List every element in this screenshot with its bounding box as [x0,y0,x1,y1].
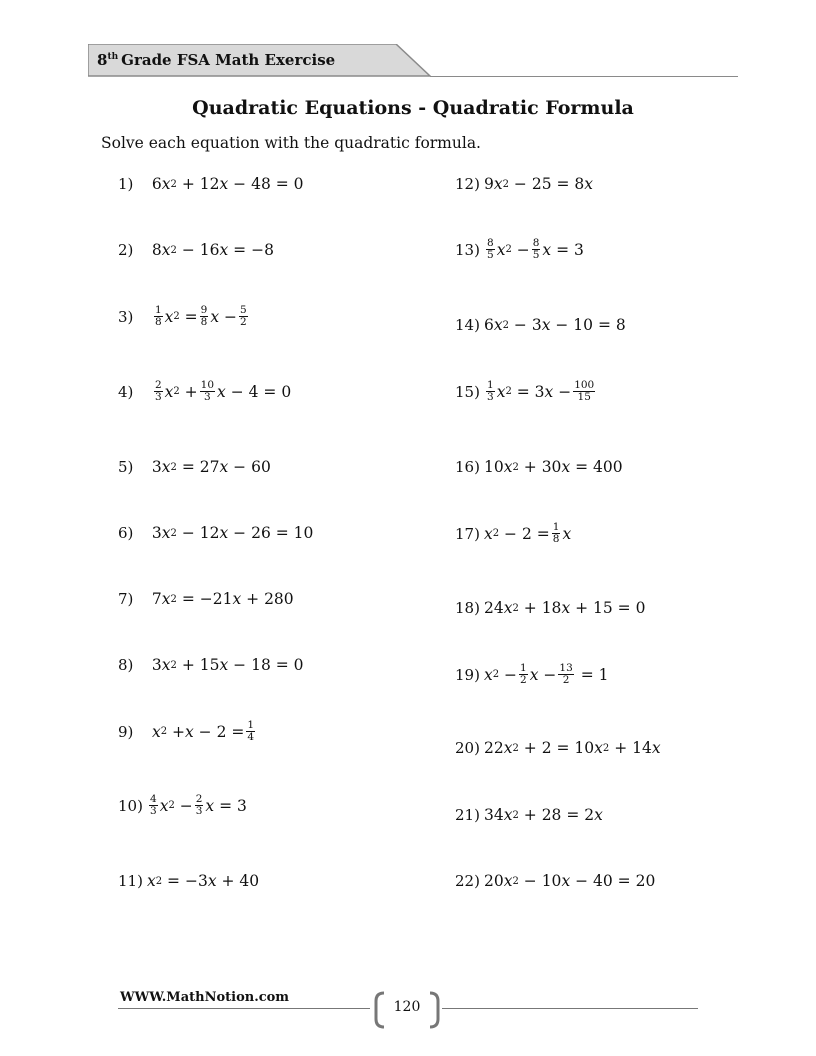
problem-8 [118,656,304,674]
problem-number: 19) [455,665,480,684]
problem-number: 10) [118,796,143,815]
grade-suffix: th [107,52,119,62]
problem-7 [118,590,294,608]
problem-number: 2) [118,241,134,259]
equation: x 2 = −3 x + 40 [147,872,260,890]
problem-12 [455,175,593,193]
problem-3 [118,305,250,328]
equation: 3 x 2 + 15 x − 18 = 0 [147,656,304,674]
equation: 22 x 2 + 2 = 10 x 2 + 14 x [484,739,661,757]
equation: 24 x 2 + 18 x + 15 = 0 [484,599,646,617]
problem-number: 8) [118,656,134,674]
equation: 6 x 2 − 3 x − 10 = 8 [484,316,626,334]
problem-number: 15) [455,382,480,401]
problem-19 [455,663,608,686]
problem-1 [118,175,304,193]
problem-number: 18) [455,599,480,617]
problem-13 [455,238,584,261]
problem-22 [455,872,655,890]
problem-6 [118,524,313,542]
problem-number: 6) [118,524,134,542]
page-number: 120 [393,999,421,1015]
problem-18 [455,599,645,617]
problem-number: 17) [455,524,480,543]
problem-15 [455,380,597,403]
footer-rule-right [442,1008,698,1009]
equation: 9 x 2 − 25 = 8 x [484,175,594,193]
problem-number: 12) [455,175,480,193]
problem-number: 22) [455,872,480,890]
problem-number: 4) [118,382,134,401]
page-title: Quadratic Equations - Quadratic Formula [192,97,634,119]
instructions: Solve each equation with the quadratic formula. [101,134,481,152]
equation: 3 x 2 = 27 x − 60 [147,458,271,476]
equation: $\frac{8}{5}$ x 2 − $\frac{8}{5}$ x = 3 [487,237,584,261]
equation: 3 x 2 − 12 x − 26 = 10 [147,524,314,542]
problem-number: 21) [455,806,480,824]
equation: x 2 − $\frac{1}{2}$ x − $\frac{13}{2}$ = 1 [484,662,609,686]
problem-number: 16) [455,458,480,476]
equation: $\frac{1}{3}$ x 2 = 3 x − $\frac{100}{15}$ [487,379,595,403]
equation: 7 x 2 = −21 x + 280 [147,590,294,608]
problem-number: 7) [118,590,134,608]
equation: x 2 − 2 = $\frac{1}{8}$ x [484,521,572,545]
problem-number: 3) [118,307,134,326]
problem-10 [118,794,247,817]
equation: 6 x 2 + 12 x − 48 = 0 [147,175,304,193]
header-title [97,51,335,69]
header-rule [430,76,738,77]
equation: $\frac{1}{8}$ x 2 = $\frac{9}{8}$ x − $\frac{5}{2}$ [154,304,247,328]
problem-number: 13) [455,240,480,259]
problem-5 [118,458,271,476]
problem-9 [118,720,257,743]
footer-website: WWW.MathNotion.com [120,990,290,1005]
problem-21 [455,806,603,824]
problem-number: 20) [455,739,480,757]
equation: $\frac{2}{3}$ x 2 + $\frac{10}{3}$ x − 4 = 0 [154,379,292,403]
problem-20 [455,739,661,757]
equation: 10 x 2 + 30 x = 400 [484,458,623,476]
equation: 34 x 2 + 28 = 2 x [484,806,603,824]
problem-number: 1) [118,175,134,193]
problem-4 [118,380,291,403]
footer-rule-left [118,1008,370,1009]
problem-number: 14) [455,316,480,334]
problem-11 [118,872,259,890]
problem-16 [455,458,623,476]
problem-number: 9) [118,722,134,741]
problem-14 [455,316,626,334]
problem-number: 11) [118,872,143,890]
problem-17 [455,522,571,545]
problem-number: 5) [118,458,134,476]
equation: 20 x 2 − 10 x − 40 = 20 [484,872,656,890]
equation: 8 x 2 − 16 x = −8 [147,241,274,259]
problem-2 [118,241,274,259]
grade-number: 8 [97,51,108,69]
equation: x 2 + x − 2 = $\frac{1}{4}$ [151,719,255,743]
equation: $\frac{4}{3}$ x 2 − $\frac{2}{3}$ x = 3 [150,793,247,817]
header-tab-text: Grade FSA Math Exercise [121,51,336,69]
